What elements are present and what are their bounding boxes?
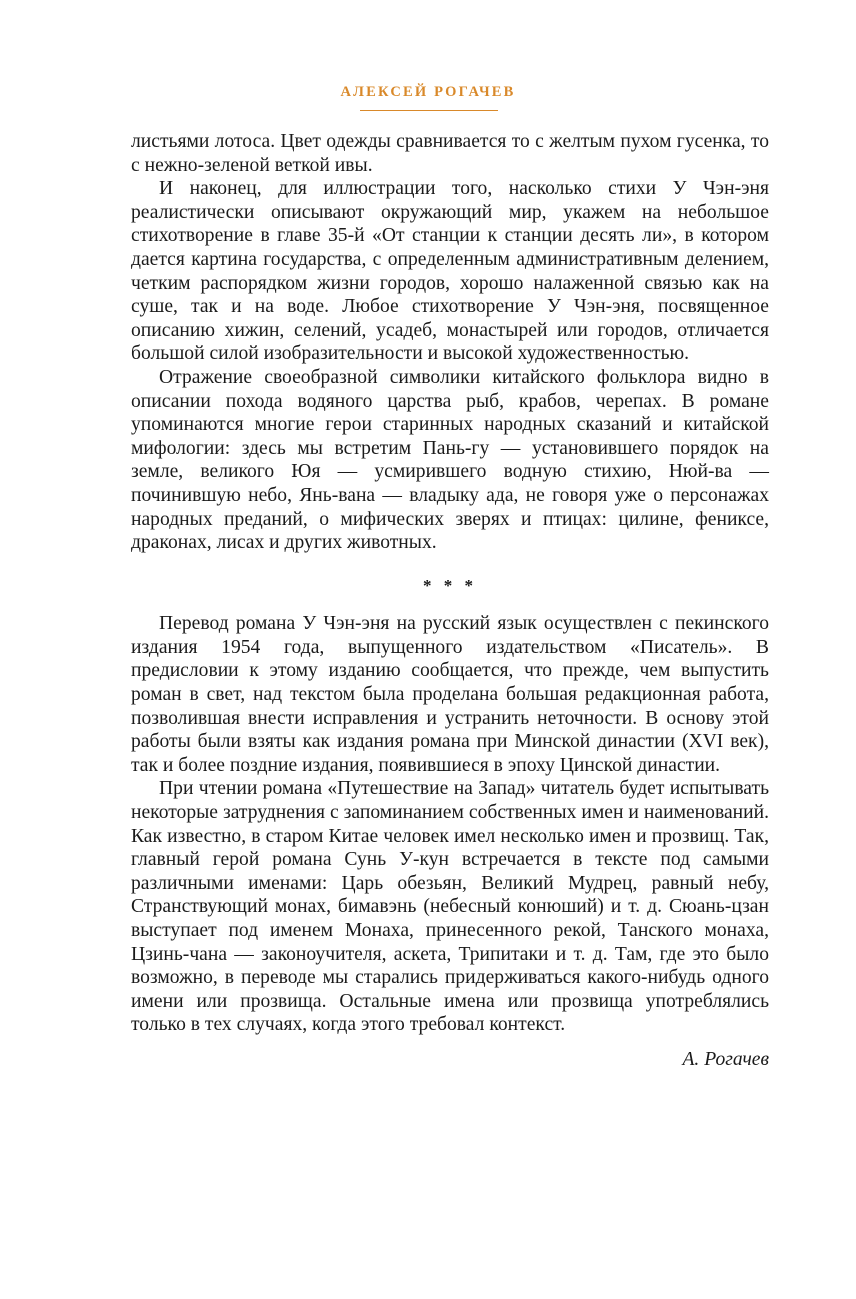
paragraph: И наконец, для иллюстрации того, насколько стихи У Чэн-эня реалистически описывают окружающий мир, укажем на небольшое стихотворение в главе 35-й «От станции к станции десять ли», в котором дается картина государства, с определенным административным делением, четким распорядком жизни городов, хорошо налаженной связью как на суше, так и на воде. Любое стихотворение У Чэн-эня, посвященное описанию хижин, селений, усадеб, монастырей или городов, отличается большой силой изобразительности и высокой художественностью. <box>131 178 769 365</box>
paragraph: Отражение своеобразной символики китайского фольклора видно в описании похода водяного царства рыб, крабов, черепах. В романе упоминаются многие герои старинных народных сказаний и китайской мифологии: здесь мы встретим Пань-гу — установившего порядок на земле, великого Юя — усмирившего водную стихию, Нюй-ва — починившую небо, Янь-вана — владыку ада, не говоря уже о персонажах народных преданий, о мифических зверях и птицах: цилине, фениксе, драконах, лисах и других животных. <box>131 366 769 554</box>
author-signature: А. Рогачев <box>682 1048 769 1070</box>
paragraph: Перевод романа У Чэн-эня на русский язык осуществлен с пекинского издания 1954 года, выпущенного издательством «Писатель». В предисловии к этому изданию сообщается, что прежде, чем выпустить роман в свет, над текстом была проделана большая редакционная работа, позволившая внести исправления и устранить неточности. В основу этой работы были взяты как издания романа при Минской династии (XVI век), так и более поздние издания, появившиеся в эпоху Цинской династии. <box>131 613 769 776</box>
running-head-author: АЛЕКСЕЙ РОГАЧЕВ <box>340 84 516 100</box>
header-rule <box>360 110 498 111</box>
paragraph: При чтении романа «Путешествие на Запад» читатель будет испытывать некоторые затруднения с запоминанием собственных имен и наименований. Как известно, в старом Китае человек имел несколько имен и прозвищ. Так, главный герой романа Сунь У-кун встречается в тексте под самыми различными именами: Царь обезьян, Великий Мудрец, равный небу, Странствующий монах, бимавэнь (небесный конюший) и т. д. Сюань-цзан выступает под именем Монаха, принесенного рекой, Танского монаха, Цзинь-чана — законоучителя, аскета, Трипитаки и т. д. Там, где это было возможно, в переводе мы старались придерживаться какого-нибудь одного имени или прозвища. Остальные имена или прозвища употреблялись только в тех случаях, когда этого требовал контекст. <box>131 778 769 1036</box>
paragraph-continued: листьями лотоса. Цвет одежды сравнивается то с желтым пухом гусенка, то с нежно-зеленой веткой ивы. <box>131 131 769 176</box>
section-break-asterisks: * * * <box>423 575 477 595</box>
main-text <box>131 130 769 1072</box>
